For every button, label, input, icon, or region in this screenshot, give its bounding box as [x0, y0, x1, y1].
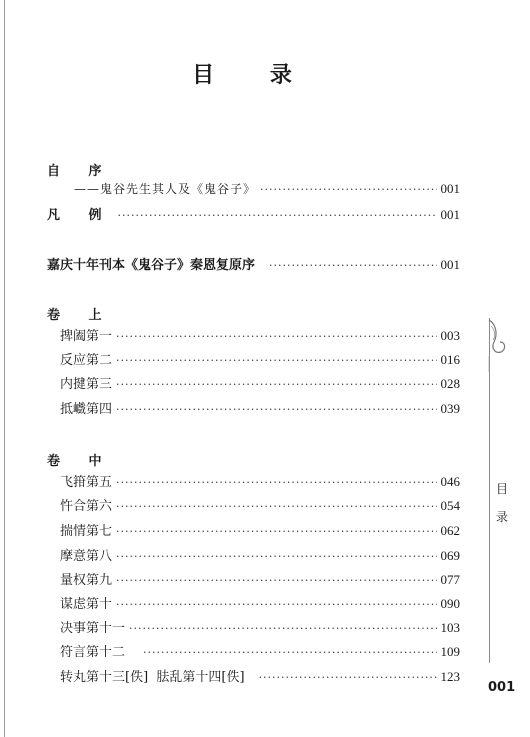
toc-entry[interactable]: [60, 349, 460, 369]
dot-leader: [116, 574, 436, 587]
page-title: 目 录: [192, 63, 316, 88]
toc-entry[interactable]: [60, 545, 460, 565]
fanli-label: 凡 例: [47, 208, 114, 223]
scroll-ornament-icon: [486, 316, 510, 372]
page-number: 001: [440, 257, 460, 272]
toc-entry-fanli[interactable]: [47, 204, 460, 224]
toc-entry[interactable]: [60, 325, 460, 345]
dot-leader: [143, 646, 436, 659]
dot-leader: [116, 525, 436, 538]
toc-entry-preface[interactable]: [74, 180, 460, 200]
toc-entry-jiaqing-preface[interactable]: [47, 254, 460, 274]
page-number: 028: [440, 376, 460, 391]
preface-subtitle: ——鬼谷先生其人及《鬼谷子》: [74, 182, 257, 196]
jiaqing-label: 嘉庆十年刊本《鬼谷子》秦恩复原序: [47, 258, 256, 273]
dot-leader: [118, 209, 437, 222]
page-number: 003: [440, 328, 460, 343]
dot-leader: [116, 403, 436, 416]
page-number: 103: [440, 620, 460, 635]
dot-leader: [260, 183, 436, 196]
toc-entry[interactable]: [60, 398, 460, 418]
page-folio: 001: [488, 680, 516, 695]
chapter-label: 转丸第十三[佚] 胠乱第十四[佚]: [60, 670, 245, 685]
side-tab-char: 目: [496, 482, 509, 496]
chapter-label: 抵巇第四: [60, 402, 113, 417]
page-number: 001: [440, 207, 460, 222]
page-number: 090: [440, 596, 460, 611]
dot-leader: [116, 330, 436, 343]
toc-entry[interactable]: [60, 373, 460, 393]
side-tab: [482, 310, 530, 660]
toc-entry[interactable]: [60, 641, 460, 661]
dot-leader: [129, 622, 436, 635]
page-number: 039: [440, 401, 460, 416]
page-number: 001: [440, 181, 460, 196]
toc-entry[interactable]: [60, 569, 460, 589]
toc-entry[interactable]: [60, 593, 460, 613]
page-number: 016: [440, 352, 460, 367]
dot-leader: [116, 550, 436, 563]
dot-leader: [116, 476, 436, 489]
page-number: 123: [440, 669, 460, 684]
chapter-label: 量权第九: [60, 573, 113, 588]
chapter-label: 摩意第八: [60, 549, 113, 564]
chapter-label: 飞箝第五: [60, 475, 113, 490]
preface-heading: 自 序: [47, 164, 114, 179]
chapter-label: 反应第二: [60, 353, 113, 368]
dot-leader: [116, 354, 436, 367]
toc-entry[interactable]: [60, 471, 460, 491]
dot-leader: [116, 378, 436, 391]
dot-leader: [259, 671, 437, 684]
vol-middle-heading: 卷 中: [47, 454, 114, 469]
vol-upper-heading: 卷 上: [47, 308, 114, 323]
toc-entry[interactable]: [60, 666, 460, 686]
chapter-label: 揣情第七: [60, 524, 113, 539]
toc-entry[interactable]: [60, 495, 460, 515]
chapter-label: 谋虑第十: [60, 597, 113, 612]
chapter-label: 捭阖第一: [60, 329, 113, 344]
side-tab-char: 录: [496, 510, 509, 524]
dot-leader: [116, 500, 436, 513]
page-number: 069: [440, 548, 460, 563]
chapter-label: 忤合第六: [60, 499, 113, 514]
page-number: 109: [440, 644, 460, 659]
page-number: 062: [440, 523, 460, 538]
page-number: 046: [440, 474, 460, 489]
chapter-label: 决事第十一: [60, 621, 126, 636]
page-number: 054: [440, 498, 460, 513]
dot-leader: [116, 598, 436, 611]
chapter-label: 符言第十二: [60, 645, 126, 660]
chapter-label: 内揵第三: [60, 377, 113, 392]
toc-entry[interactable]: [60, 520, 460, 540]
toc-entry[interactable]: [60, 617, 460, 637]
dot-leader: [269, 259, 436, 272]
page-number: 077: [440, 572, 460, 587]
